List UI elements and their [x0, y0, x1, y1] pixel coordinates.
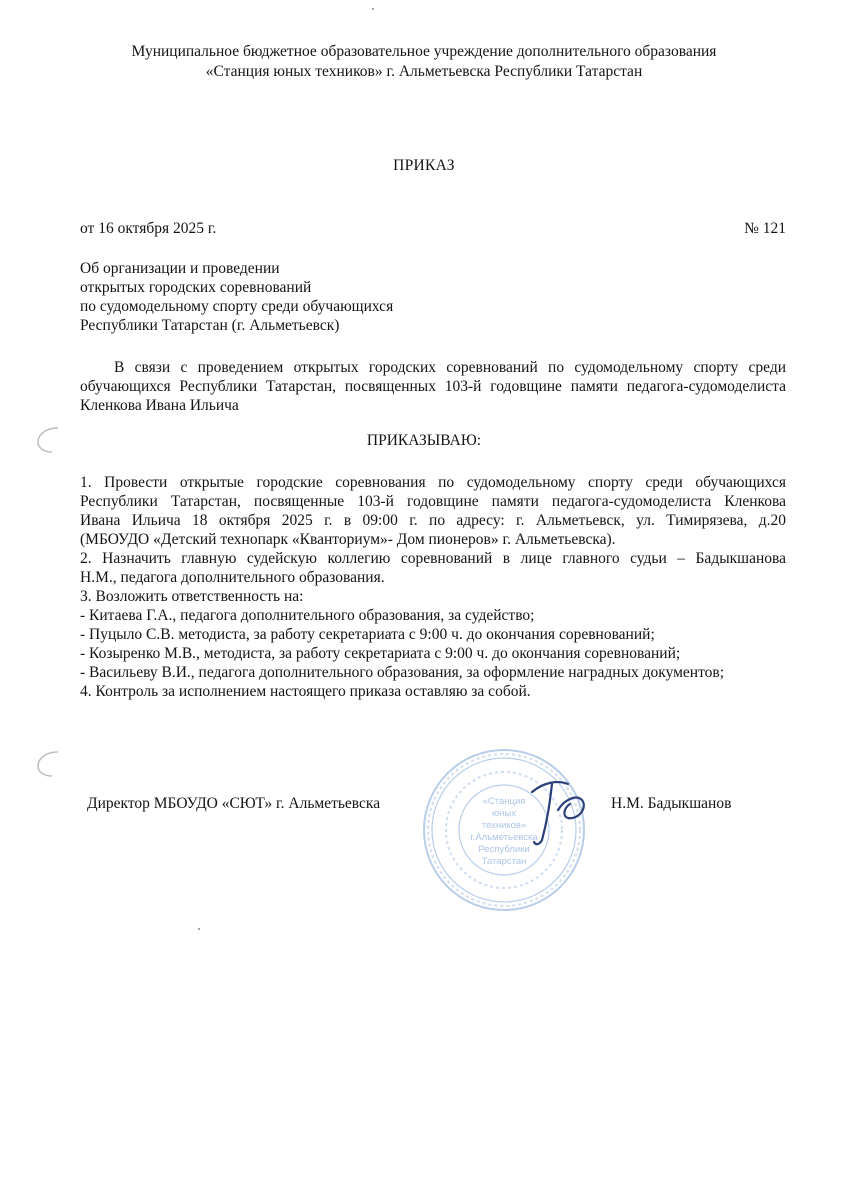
- stamp-text: г.Альметьевска: [470, 832, 538, 843]
- handwritten-signature: [524, 770, 594, 850]
- organization-header: [0, 42, 848, 82]
- stamp-text: Татарстан: [481, 856, 527, 867]
- order-keyword: ПРИКАЗЫВАЮ:: [366, 432, 482, 449]
- item-line: Республики Татарстан, посвященные 103-й годовщине памяти педагога-судомоделиста Кленкова: [80, 493, 786, 510]
- item-line: Ивана Ильича 18 октября 2025 г. в 09:00 г. по адресу: г. Альметьевск, ул. Тимирязева, д.20: [80, 512, 786, 529]
- punch-hole-mark: [32, 424, 62, 454]
- item-line: (МБОУДО «Детский технопарк «Кванториум»- Дом пионеров» г. Альметьевска).: [80, 531, 616, 548]
- punch-hole-mark: [32, 748, 62, 778]
- item-line: - Китаева Г.А., педагога дополнительного образования, за судейство;: [80, 607, 535, 624]
- header-line-1: Муниципальное бюджетное образовательное учреждение дополнительного образования: [131, 43, 717, 60]
- item-line: 1. Провести открытые городские соревнования по судомодельному спорту среди обучающихся: [80, 474, 786, 491]
- item-line: Н.М., педагога дополнительного образования.: [80, 569, 385, 586]
- item-line: - Козыренко М.В., методиста, за работу секретариата с 9:00 ч. до окончания соревнований;: [80, 645, 681, 662]
- stamp-text: юных: [492, 808, 516, 819]
- document-title: ПРИКАЗ: [393, 157, 455, 174]
- scan-speck: [372, 8, 374, 10]
- preamble-text: В связи с проведением открытых городских соревнований по судомодельному спорту среди обучающихся Республики Татарстан, посвященных 103-й годовщине памяти педагога-судомоделиста Кленкова Ивана Ильича: [80, 359, 786, 414]
- item-line: - Васильеву В.И., педагога дополнительного образования, за оформление наградных документов;: [80, 664, 725, 681]
- subject-line: открытых городских соревнований: [80, 279, 312, 296]
- order-items: [80, 473, 786, 701]
- stamp-text: «Станция: [482, 796, 526, 807]
- item-line: 2. Назначить главную судейскую коллегию соревнований в лице главного судьи – Бадыкшанова: [80, 550, 786, 567]
- signatory-position: Директор МБОУДО «СЮТ» г. Альметьевска: [87, 795, 381, 812]
- item-line: 3. Возложить ответственность на:: [80, 588, 304, 605]
- stamp-text: Республики: [478, 844, 530, 855]
- scan-speck: [198, 928, 200, 930]
- order-date: от 16 октября 2025 г.: [80, 220, 217, 237]
- subject-line: Республики Татарстан (г. Альметьевск): [80, 317, 340, 334]
- subject-line: Об организации и проведении: [80, 260, 280, 277]
- header-line-2: «Станция юных техников» г. Альметьевска Республики Татарстан: [205, 63, 643, 80]
- stamp-text: техников»: [481, 820, 527, 831]
- order-number: № 121: [744, 220, 786, 237]
- item-line: 4. Контроль за исполнением настоящего приказа оставляю за собой.: [80, 683, 531, 700]
- order-subject: [80, 259, 393, 335]
- item-line: - Пуцыло С.В. методиста, за работу секретариата с 9:00 ч. до окончания соревнований;: [80, 626, 655, 643]
- subject-line: по судомодельному спорту среди обучающихся: [80, 298, 394, 315]
- signatory-name: Н.М. Бадыкшанов: [611, 795, 732, 812]
- preamble: [80, 358, 786, 415]
